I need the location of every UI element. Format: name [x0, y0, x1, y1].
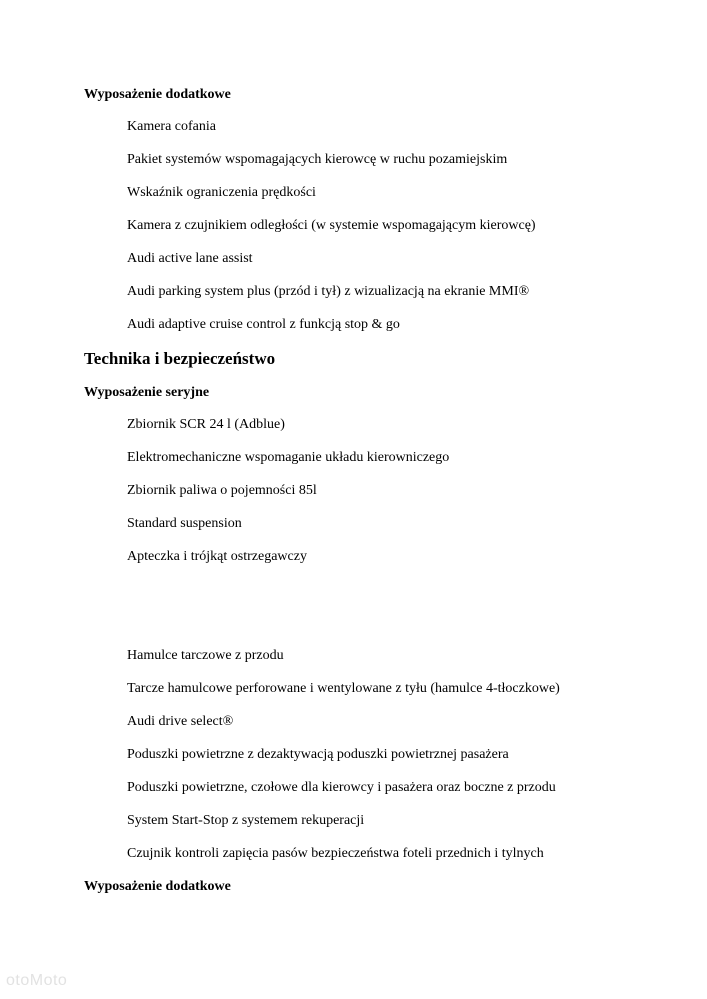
- watermark-logo: otoMoto: [6, 972, 68, 989]
- list-item: Audi active lane assist: [127, 251, 253, 266]
- list-item: Kamera z czujnikiem odległości (w systemie wspomagającym kierowcę): [127, 218, 536, 233]
- list-item: Apteczka i trójkąt ostrzegawczy: [127, 549, 307, 564]
- subheading-wyposazenie-dodatkowe-2: Wyposażenie dodatkowe: [84, 879, 231, 894]
- list-item: Tarcze hamulcowe perforowane i wentylowane z tyłu (hamulce 4-tłoczkowe): [127, 681, 560, 696]
- list-item: Hamulce tarczowe z przodu: [127, 648, 284, 663]
- list-item: Elektromechaniczne wspomaganie układu kierowniczego: [127, 450, 450, 465]
- list-item: Audi drive select®: [127, 714, 234, 729]
- list-item: Czujnik kontroli zapięcia pasów bezpieczeństwa foteli przednich i tylnych: [127, 846, 544, 861]
- subheading-wyposazenie-seryjne: Wyposażenie seryjne: [84, 385, 210, 400]
- list-item: Wskaźnik ograniczenia prędkości: [127, 185, 316, 200]
- list-item: Audi adaptive cruise control z funkcją stop & go: [127, 317, 400, 332]
- list-item: Standard suspension: [127, 516, 242, 531]
- list-item: Zbiornik SCR 24 l (Adblue): [127, 417, 285, 432]
- subheading-wyposazenie-dodatkowe: Wyposażenie dodatkowe: [84, 87, 231, 102]
- section-title: Technika i bezpieczeństwo: [84, 349, 276, 368]
- list-item: Poduszki powietrzne z dezaktywacją poduszki powietrznej pasażera: [127, 747, 509, 762]
- list-item: Zbiornik paliwa o pojemności 85l: [127, 483, 317, 498]
- list-item: Kamera cofania: [127, 119, 216, 134]
- list-item: Poduszki powietrzne, czołowe dla kierowcy i pasażera oraz boczne z przodu: [127, 780, 556, 795]
- list-item: System Start-Stop z systemem rekuperacji: [127, 813, 365, 828]
- list-item: Pakiet systemów wspomagających kierowcę w ruchu pozamiejskim: [127, 152, 508, 167]
- list-item: Audi parking system plus (przód i tył) z wizualizacją na ekranie MMI®: [127, 284, 530, 299]
